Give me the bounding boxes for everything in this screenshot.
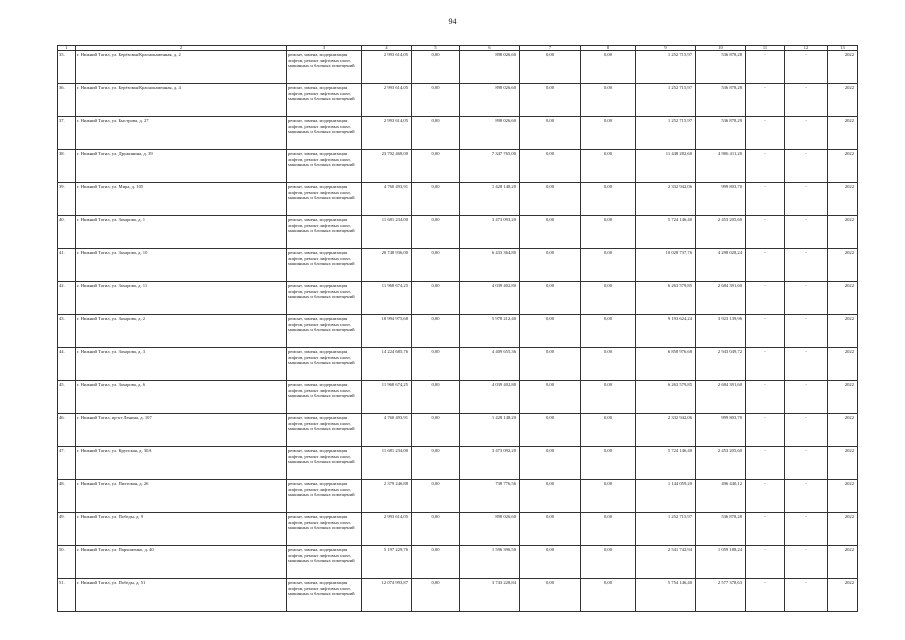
cell-c6: 1 428 148,20: [460, 414, 520, 447]
cell-c5: 0,00: [412, 84, 460, 117]
cell-c10: 2 684 391,60: [696, 381, 746, 414]
cell-c10: 4 906 411,20: [696, 150, 746, 183]
cell-c11: -: [746, 513, 785, 546]
cell-c7: 0,00: [520, 480, 581, 513]
table-row: [58, 579, 858, 612]
cell-num: 48.: [58, 480, 76, 513]
cell-work: ремонт, замена, модернизация лифтов, ремонт лифтовых шахт, машинных и блочных помещений: [287, 414, 362, 447]
cell-c4: 2 993 614,05: [362, 513, 412, 546]
cell-c4: 2 993 614,05: [362, 84, 412, 117]
cell-num: 38.: [58, 150, 76, 183]
cell-address: г. Нижний Тагил, ул. Победы, д. 51: [76, 579, 287, 612]
column-header: 13: [828, 46, 858, 51]
table-row: [58, 84, 858, 117]
cell-c5: 0,00: [412, 414, 460, 447]
cell-c7: 0,00: [520, 249, 581, 282]
cell-c13: 2022: [828, 84, 858, 117]
cell-num: 46.: [58, 414, 76, 447]
cell-work: ремонт, замена, модернизация лифтов, ремонт лифтовых шахт, машинных и блочных помещений: [287, 183, 362, 216]
cell-c7: 0,00: [520, 84, 581, 117]
cell-c12: -: [785, 315, 828, 348]
cell-c5: 0,00: [412, 183, 460, 216]
cell-c8: 0,00: [581, 579, 636, 612]
column-header: 8: [581, 46, 636, 51]
table-row: [58, 480, 858, 513]
cell-c5: 0,00: [412, 216, 460, 249]
cell-c7: 0,00: [520, 381, 581, 414]
cell-c8: 0,00: [581, 117, 636, 150]
cell-c6: 7 347 765,00: [460, 150, 520, 183]
cell-c7: 0,00: [520, 348, 581, 381]
cell-c6: 3 473 093,20: [460, 216, 520, 249]
cell-c5: 0,00: [412, 381, 460, 414]
cell-c12: -: [785, 414, 828, 447]
cell-address: г. Нижний Тагил, ул. Захарова, д. 6: [76, 381, 287, 414]
cell-address: г. Нижний Тагил, ул. Быстрова, д. 27: [76, 117, 287, 150]
cell-c4: 4 760 493,91: [362, 414, 412, 447]
cell-c5: 0,00: [412, 150, 460, 183]
cell-c6: 5 978 212,40: [460, 315, 520, 348]
cell-c7: 0,00: [520, 51, 581, 84]
cell-c12: -: [785, 282, 828, 315]
cell-work: ремонт, замена, модернизация лифтов, ремонт лифтовых шахт, машинных и блочных помещений: [287, 447, 362, 480]
cell-c13: 2022: [828, 480, 858, 513]
cell-c9: 2 332 942,06: [636, 414, 696, 447]
cell-work: ремонт, замена, модернизация лифтов, ремонт лифтовых шахт, машинных и блочных помещений: [287, 513, 362, 546]
cell-c5: 0,00: [412, 249, 460, 282]
cell-c7: 0,00: [520, 183, 581, 216]
cell-c4: 20 748 936,00: [362, 249, 412, 282]
cell-c10: 4 298 028,24: [696, 249, 746, 282]
cell-c7: 0,00: [520, 282, 581, 315]
table-row: [58, 414, 858, 447]
cell-c11: -: [746, 51, 785, 84]
cell-c8: 0,00: [581, 546, 636, 579]
cell-c13: 2022: [828, 282, 858, 315]
column-header: 2: [76, 46, 287, 51]
cell-c9: 10 028 737,76: [636, 249, 696, 282]
cell-address: г. Нижний Тагил, ул. Дружинина, д. 39: [76, 150, 287, 183]
cell-c10: 2 577 378,63: [696, 579, 746, 612]
cell-num: 40.: [58, 216, 76, 249]
cell-work: ремонт, замена, модернизация лифтов, ремонт лифтовых шахт, машинных и блочных помещений: [287, 381, 362, 414]
cell-c8: 0,00: [581, 381, 636, 414]
cell-c7: 0,00: [520, 447, 581, 480]
table-row: [58, 447, 858, 480]
cell-c11: -: [746, 381, 785, 414]
cell-c9: 6 858 976,68: [636, 348, 696, 381]
cell-c10: 3 923 139,96: [696, 315, 746, 348]
cell-num: 49.: [58, 513, 76, 546]
cell-c5: 0,00: [412, 546, 460, 579]
cell-work: ремонт, замена, модернизация лифтов, ремонт лифтовых шахт, машинных и блочных помещений: [287, 579, 362, 612]
cell-c5: 0,00: [412, 513, 460, 546]
cell-c11: -: [746, 414, 785, 447]
cell-c11: -: [746, 480, 785, 513]
cell-c11: -: [746, 84, 785, 117]
column-header: 10: [696, 46, 746, 51]
cell-c7: 0,00: [520, 513, 581, 546]
cell-c7: 0,00: [520, 546, 581, 579]
column-header: 7: [520, 46, 581, 51]
cell-address: г. Нижний Тагил, ул. Захарова, д. 1: [76, 216, 287, 249]
cell-c4: 11 681 234,00: [362, 447, 412, 480]
cell-c7: 0,00: [520, 216, 581, 249]
cell-c12: -: [785, 216, 828, 249]
cell-c6: 1 428 148,20: [460, 183, 520, 216]
column-header: 3: [287, 46, 362, 51]
cell-c5: 0,00: [412, 348, 460, 381]
cell-c10: 2 453 205,60: [696, 447, 746, 480]
table-row: [58, 183, 858, 216]
cell-c6: 898 026,60: [460, 84, 520, 117]
column-header: 11: [746, 46, 785, 51]
cell-c9: 1 252 715,97: [636, 84, 696, 117]
cell-c10: 1 059 188,24: [696, 546, 746, 579]
cell-c6: 3 473 092,20: [460, 447, 520, 480]
cell-c13: 2022: [828, 381, 858, 414]
cell-c5: 0,00: [412, 51, 460, 84]
cell-address: г. Нижний Тагил, ул. Захарова, д. 11: [76, 282, 287, 315]
cell-c11: -: [746, 546, 785, 579]
table-row: [58, 348, 858, 381]
cell-num: 51.: [58, 579, 76, 612]
column-header: 6: [460, 46, 520, 51]
table-row: [58, 117, 858, 150]
cell-c6: 4 409 655,36: [460, 348, 520, 381]
cell-c13: 2022: [828, 579, 858, 612]
cell-c11: -: [746, 249, 785, 282]
cell-address: г. Нижний Тагил, ул. Пихтовая, д. 26: [76, 480, 287, 513]
cell-num: 36.: [58, 84, 76, 117]
cell-c10: 999 803,70: [696, 183, 746, 216]
cell-work: ремонт, замена, модернизация лифтов, ремонт лифтовых шахт, машинных и блочных помещений: [287, 216, 362, 249]
cell-c4: 2 993 614,05: [362, 51, 412, 84]
cell-c13: 2022: [828, 216, 858, 249]
cell-num: 35.: [58, 51, 76, 84]
cell-c10: 2 453 205,60: [696, 216, 746, 249]
table-row: [58, 216, 858, 249]
cell-c11: -: [746, 150, 785, 183]
cell-c13: 2022: [828, 513, 858, 546]
cell-c12: -: [785, 183, 828, 216]
cell-work: ремонт, замена, модернизация лифтов, ремонт лифтовых шахт, машинных и блочных помещений: [287, 348, 362, 381]
cell-c9: 6 263 579,85: [636, 381, 696, 414]
cell-num: 41.: [58, 249, 76, 282]
cell-c12: -: [785, 348, 828, 381]
cell-address: г. Нижний Тагил, ул. Берёзовая/Краснокаменная, д. 2: [76, 51, 287, 84]
cell-address: г. Нижний Тагил, ул. Берёзовая/Краснокаменная, д. 4: [76, 84, 287, 117]
cell-c13: 2022: [828, 546, 858, 579]
cell-c12: -: [785, 249, 828, 282]
cell-c9: 5 724 146,40: [636, 216, 696, 249]
cell-c8: 0,00: [581, 480, 636, 513]
cell-c11: -: [746, 315, 785, 348]
table-row: [58, 546, 858, 579]
cell-c12: -: [785, 381, 828, 414]
cell-c6: 4 039 402,80: [460, 381, 520, 414]
cell-c6: 898 026,60: [460, 513, 520, 546]
cell-num: 45.: [58, 381, 76, 414]
cell-c4: 12 074 993,87: [362, 579, 412, 612]
cell-c12: -: [785, 117, 828, 150]
cell-c12: -: [785, 84, 828, 117]
cell-c8: 0,00: [581, 513, 636, 546]
cell-c13: 2022: [828, 348, 858, 381]
cell-c6: 4 039 402,80: [460, 282, 520, 315]
cell-c10: 536 878,28: [696, 84, 746, 117]
cell-c9: 5 754 146,40: [636, 579, 696, 612]
cell-c10: 536 878,28: [696, 513, 746, 546]
cell-c4: 11 968 674,25: [362, 282, 412, 315]
cell-c13: 2022: [828, 150, 858, 183]
cell-c4: 18 994 975,68: [362, 315, 412, 348]
cell-c9: 6 263 579,85: [636, 282, 696, 315]
cell-c4: 5 197 229,76: [362, 546, 412, 579]
table-row: [58, 249, 858, 282]
cell-c12: -: [785, 447, 828, 480]
cell-c12: -: [785, 546, 828, 579]
cell-address: г. Нижний Тагил, пр-кт Ленина, д. 107: [76, 414, 287, 447]
cell-c6: 6 433 364,80: [460, 249, 520, 282]
cell-c4: 14 224 685,76: [362, 348, 412, 381]
table-row: [58, 315, 858, 348]
cell-c11: -: [746, 117, 785, 150]
cell-address: г. Нижний Тагил, ул. Пархоменко, д. 40: [76, 546, 287, 579]
table-row: [58, 150, 858, 183]
cell-c4: 11 968 674,25: [362, 381, 412, 414]
cell-address: г. Нижний Тагил, ул. Захарова, д. 3: [76, 348, 287, 381]
cell-num: 43.: [58, 315, 76, 348]
cell-work: ремонт, замена, модернизация лифтов, ремонт лифтовых шахт, машинных и блочных помещений: [287, 480, 362, 513]
cell-c8: 0,00: [581, 414, 636, 447]
cell-c11: -: [746, 282, 785, 315]
page-number: 94: [448, 17, 457, 26]
cell-c7: 0,00: [520, 579, 581, 612]
cell-address: г. Нижний Тагил, ул. Захарова, д. 2: [76, 315, 287, 348]
cell-c9: 9 193 624,24: [636, 315, 696, 348]
cell-c12: -: [785, 480, 828, 513]
cell-c13: 2022: [828, 315, 858, 348]
cell-c6: 898 026,60: [460, 51, 520, 84]
cell-c12: -: [785, 579, 828, 612]
cell-c5: 0,00: [412, 579, 460, 612]
cell-c8: 0,00: [581, 84, 636, 117]
cell-c9: 1 252 715,97: [636, 513, 696, 546]
cell-c6: 1 596 396,50: [460, 546, 520, 579]
cell-address: г. Нижний Тагил, ул. Мира, д. 105: [76, 183, 287, 216]
cell-c9: 2 541 742,94: [636, 546, 696, 579]
cell-c10: 496 440,12: [696, 480, 746, 513]
cell-work: ремонт, замена, модернизация лифтов, ремонт лифтовых шахт, машинных и блочных помещений: [287, 117, 362, 150]
cell-c4: 11 681 234,00: [362, 216, 412, 249]
cell-c13: 2022: [828, 249, 858, 282]
cell-c5: 0,00: [412, 117, 460, 150]
cell-c12: -: [785, 150, 828, 183]
table-row: [58, 51, 858, 84]
cell-work: ремонт, замена, модернизация лифтов, ремонт лифтовых шахт, машинных и блочных помещений: [287, 84, 362, 117]
cell-work: ремонт, замена, модернизация лифтов, ремонт лифтовых шахт, машинных и блочных помещений: [287, 51, 362, 84]
cell-c11: -: [746, 579, 785, 612]
cell-c13: 2022: [828, 183, 858, 216]
column-header: 1: [58, 46, 76, 51]
cell-c5: 0,00: [412, 480, 460, 513]
cell-c5: 0,00: [412, 282, 460, 315]
cell-c7: 0,00: [520, 315, 581, 348]
cell-c13: 2022: [828, 447, 858, 480]
cell-c7: 0,00: [520, 117, 581, 150]
cell-c8: 0,00: [581, 51, 636, 84]
cell-c6: 898 026,60: [460, 117, 520, 150]
cell-c4: 2 993 614,05: [362, 117, 412, 150]
cell-c8: 0,00: [581, 282, 636, 315]
cell-address: г. Нижний Тагил, ул. Захарова, д. 10: [76, 249, 287, 282]
cell-work: ремонт, замена, модернизация лифтов, ремонт лифтовых шахт, машинных и блочных помещений: [287, 546, 362, 579]
cell-c10: 536 878,28: [696, 51, 746, 84]
cell-c11: -: [746, 447, 785, 480]
cell-c9: 1 252 715,97: [636, 51, 696, 84]
cell-address: г. Нижний Тагил, ул. Победы, д. 9: [76, 513, 287, 546]
cell-num: 42.: [58, 282, 76, 315]
cell-c8: 0,00: [581, 315, 636, 348]
column-header: 5: [412, 46, 460, 51]
cell-c5: 0,00: [412, 447, 460, 480]
cell-work: ремонт, замена, модернизация лифтов, ремонт лифтовых шахт, машинных и блочных помещений: [287, 282, 362, 315]
cell-c12: -: [785, 513, 828, 546]
cell-c13: 2022: [828, 414, 858, 447]
column-header: 4: [362, 46, 412, 51]
cell-c9: 11 448 282,60: [636, 150, 696, 183]
cell-c8: 0,00: [581, 183, 636, 216]
cell-c4: 2 379 246,88: [362, 480, 412, 513]
cell-num: 39.: [58, 183, 76, 216]
cell-c8: 0,00: [581, 216, 636, 249]
cell-work: ремонт, замена, модернизация лифтов, ремонт лифтовых шахт, машинных и блочных помещений: [287, 150, 362, 183]
cell-c9: 5 724 146,40: [636, 447, 696, 480]
cell-c4: 23 702 468,00: [362, 150, 412, 183]
cell-c9: 1 144 059,20: [636, 480, 696, 513]
cell-c6: 3 743 228,84: [460, 579, 520, 612]
table-row: [58, 282, 858, 315]
cell-c7: 0,00: [520, 414, 581, 447]
column-header: 9: [636, 46, 696, 51]
cell-c11: -: [746, 183, 785, 216]
cell-num: 50.: [58, 546, 76, 579]
cell-c10: 2 943 049,72: [696, 348, 746, 381]
cell-c7: 0,00: [520, 150, 581, 183]
table-row: [58, 513, 858, 546]
cell-address: г. Нижний Тагил, ул. Крупская, д. 30А: [76, 447, 287, 480]
cell-c13: 2022: [828, 117, 858, 150]
cell-c5: 0,00: [412, 315, 460, 348]
cell-c6: 738 776,56: [460, 480, 520, 513]
repair-program-table: [57, 45, 858, 612]
cell-c10: 999 803,70: [696, 414, 746, 447]
cell-num: 47.: [58, 447, 76, 480]
cell-c13: 2022: [828, 51, 858, 84]
cell-c8: 0,00: [581, 348, 636, 381]
cell-num: 37.: [58, 117, 76, 150]
column-header: 12: [785, 46, 828, 51]
cell-c11: -: [746, 216, 785, 249]
cell-c9: 1 252 715,97: [636, 117, 696, 150]
cell-c8: 0,00: [581, 249, 636, 282]
cell-work: ремонт, замена, модернизация лифтов, ремонт лифтовых шахт, машинных и блочных помещений: [287, 249, 362, 282]
cell-num: 44.: [58, 348, 76, 381]
cell-c11: -: [746, 348, 785, 381]
cell-c12: -: [785, 51, 828, 84]
cell-work: ремонт, замена, модернизация лифтов, ремонт лифтовых шахт, машинных и блочных помещений: [287, 315, 362, 348]
cell-c8: 0,00: [581, 150, 636, 183]
cell-c10: 536 878,29: [696, 117, 746, 150]
cell-c9: 2 332 942,06: [636, 183, 696, 216]
cell-c4: 4 760 493,91: [362, 183, 412, 216]
table-row: [58, 381, 858, 414]
cell-c8: 0,00: [581, 447, 636, 480]
cell-c10: 2 684 391,60: [696, 282, 746, 315]
